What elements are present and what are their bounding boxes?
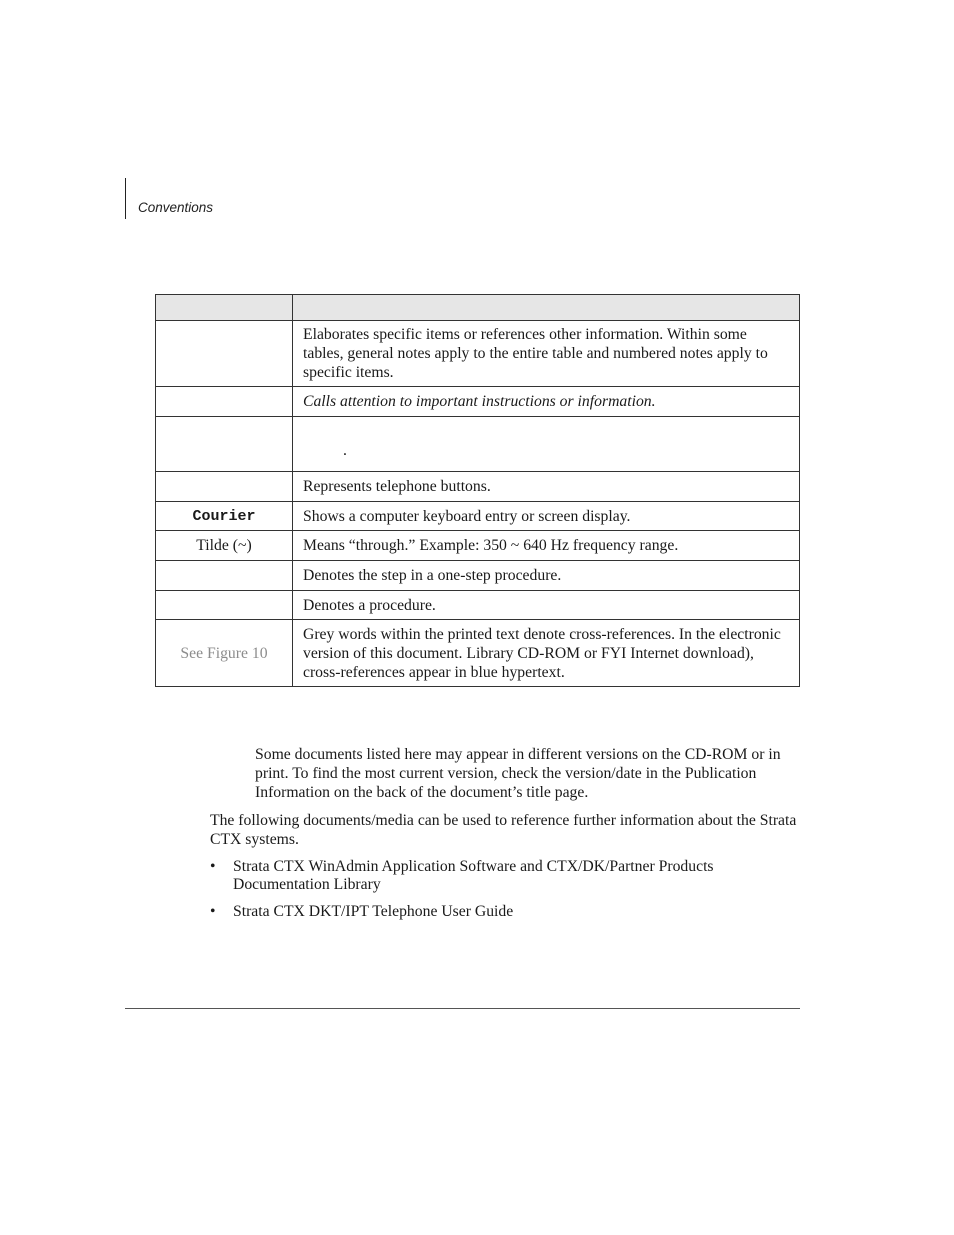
description-cell: Denotes the step in a one-step procedure.: [293, 561, 800, 591]
running-header: Conventions: [138, 200, 214, 215]
table-row: [156, 417, 800, 472]
description-cell: Denotes a procedure.: [293, 591, 800, 620]
convention-cell: Courier: [156, 502, 293, 531]
document-title: Strata CTX WinAdmin Application Software and CTX/DK/Partner Products Documentation Library: [233, 858, 714, 893]
note-paragraph: Some documents listed here may appear in different versions on the CD-ROM or in print. To find the most current version, check the version/date in the Publication Information on the back of the document’s title page.: [255, 746, 781, 801]
list-item: [210, 858, 800, 894]
bullet-marker: •: [210, 903, 216, 920]
description-cell: Means “through.” Example: 350 ~ 640 Hz frequency range.: [293, 531, 800, 561]
convention-cell: [156, 561, 293, 591]
table-header-row: [156, 295, 800, 321]
table-row: [156, 561, 800, 591]
description-cell: Shows a computer keyboard entry or screen display.: [293, 502, 800, 531]
documents-list: [210, 858, 800, 930]
conventions-table: [155, 294, 800, 687]
convention-cell: [156, 417, 293, 472]
list-item: [210, 903, 800, 921]
description-cell: .: [293, 417, 800, 472]
table-row: [156, 321, 800, 387]
intro-paragraph: The following documents/media can be used to reference further information about the Strata CTX systems.: [210, 812, 797, 848]
convention-cell: [156, 387, 293, 417]
convention-cell: Tilde (~): [156, 531, 293, 561]
document-title: Strata CTX DKT/IPT Telephone User Guide: [233, 903, 514, 920]
description-cell: Elaborates specific items or references other information. Within some tables, general notes apply to the entire table and numbered notes apply to specific items.: [293, 321, 800, 387]
description-cell: Calls attention to important instructions or information.: [293, 387, 800, 417]
cross-reference-example[interactable]: See Figure 10: [156, 620, 293, 687]
table-row: [156, 472, 800, 502]
column-header-convention: [156, 295, 293, 321]
bullet-marker: •: [210, 858, 216, 875]
table-row: [156, 531, 800, 561]
convention-cell: [156, 472, 293, 502]
table-row: [156, 591, 800, 620]
footer-divider: [125, 1008, 800, 1009]
convention-cell: [156, 321, 293, 387]
column-header-description: [293, 295, 800, 321]
convention-cell: [156, 591, 293, 620]
header-margin-bar: [125, 178, 126, 219]
description-cell: Grey words within the printed text denote cross-references. In the electronic version of this document. Library CD-ROM or FYI Internet download), cross-references appear in blue hypertext.: [293, 620, 800, 687]
table-row: [156, 620, 800, 687]
table-row: [156, 502, 800, 531]
description-cell: Represents telephone buttons.: [293, 472, 800, 502]
table-row: [156, 387, 800, 417]
